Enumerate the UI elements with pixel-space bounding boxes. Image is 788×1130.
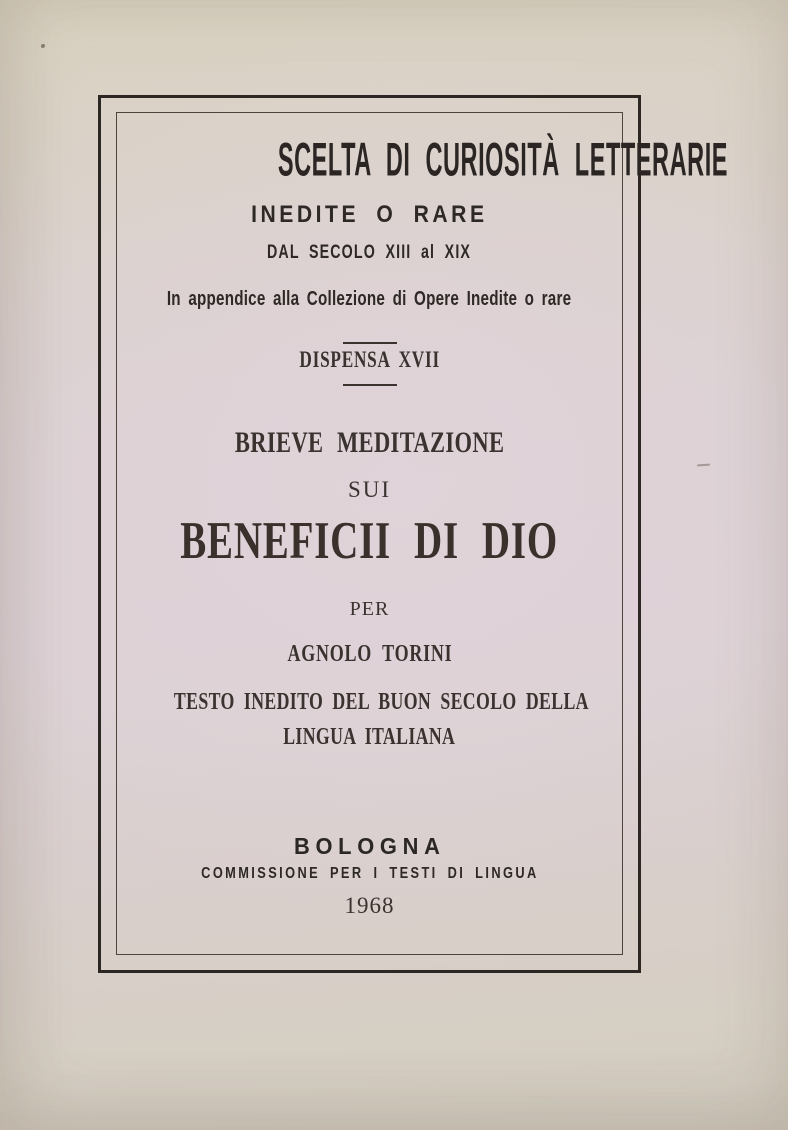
issue-number-text: DISPENSA XVII bbox=[299, 347, 440, 372]
series-subtitle-text: INEDITE O RARE bbox=[251, 201, 488, 228]
byline-label bbox=[101, 599, 638, 619]
series-title bbox=[101, 133, 729, 186]
work-subtitle-line1 bbox=[101, 690, 638, 714]
work-pretitle bbox=[101, 428, 638, 458]
imprint-city bbox=[101, 835, 638, 858]
issue-number bbox=[101, 348, 638, 371]
title-page-frame bbox=[98, 95, 729, 973]
series-subtitle bbox=[101, 203, 638, 227]
issue-rule-top bbox=[343, 342, 397, 344]
work-subtitle-line2 bbox=[101, 725, 638, 749]
series-title-text: SCELTA DI CURIOSITÀ LETTERARIE bbox=[277, 133, 729, 186]
work-subtitle-line1-text: TESTO INEDITO DEL BUON SECOLO DELLA bbox=[173, 689, 589, 715]
work-title bbox=[101, 510, 638, 570]
byline-label-text: PER bbox=[349, 598, 390, 620]
series-century-range-text: DAL SECOLO XIII al XIX bbox=[267, 242, 472, 263]
imprint-year-text: 1968 bbox=[344, 893, 395, 918]
work-pretitle-text: BRIEVE MEDITAZIONE bbox=[234, 426, 505, 459]
imprint-year bbox=[101, 894, 638, 917]
author-name bbox=[101, 642, 638, 666]
paper-speck bbox=[41, 44, 45, 48]
series-century-range bbox=[101, 243, 638, 262]
imprint-publisher-text: COMMISSIONE PER I TESTI DI LINGUA bbox=[200, 865, 539, 882]
issue-rule-bottom bbox=[343, 384, 397, 386]
work-connector bbox=[101, 478, 638, 501]
author-name-text: AGNOLO TORINI bbox=[287, 641, 452, 667]
paper-scratch bbox=[697, 464, 710, 466]
work-title-text: BENEFICII DI DIO bbox=[180, 510, 559, 570]
work-subtitle-line2-text: LINGUA ITALIANA bbox=[283, 724, 456, 750]
series-appendix-note-text: In appendice alla Collezione di Opere Inedite o rare bbox=[167, 288, 572, 310]
imprint-publisher bbox=[101, 866, 638, 882]
series-appendix-note bbox=[101, 289, 638, 309]
imprint-city-text: BOLOGNA bbox=[293, 833, 446, 859]
work-connector-text: SUI bbox=[347, 477, 392, 502]
